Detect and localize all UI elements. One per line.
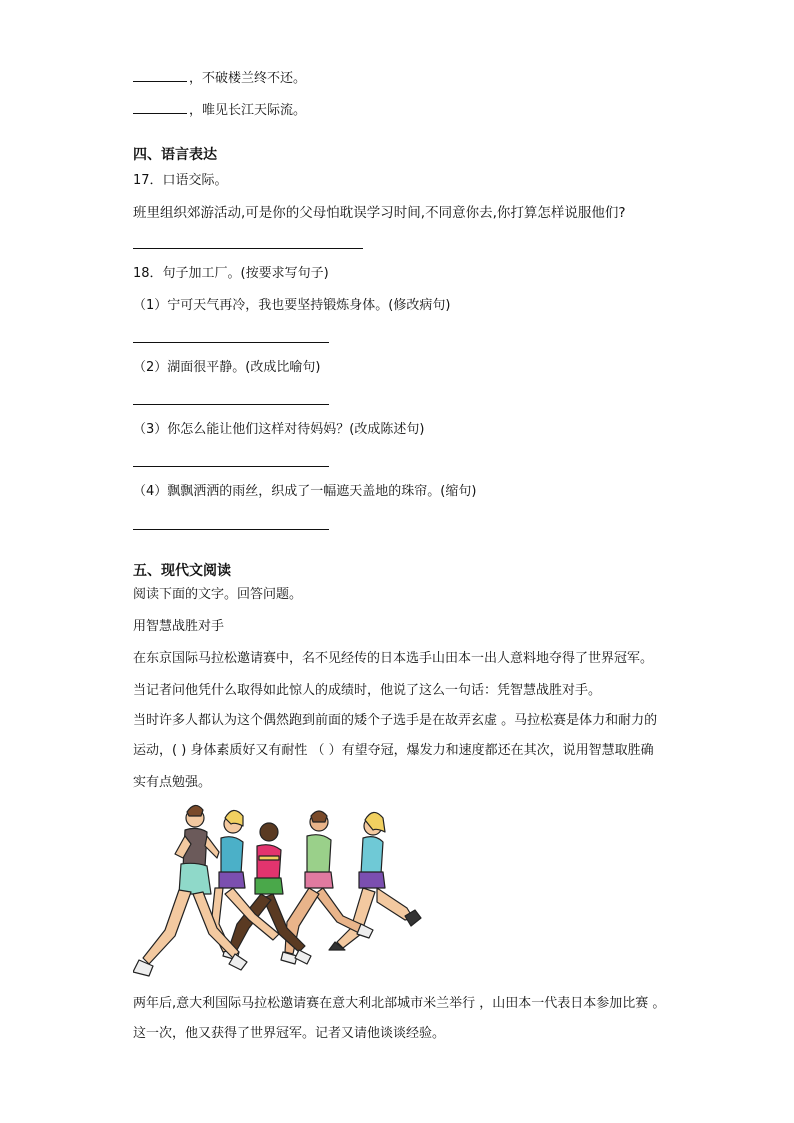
section-heading-language: 四、语言表达	[133, 147, 217, 163]
answer-line[interactable]	[133, 404, 329, 405]
article-paragraph-line: 实有点勉强。	[133, 775, 212, 790]
question-18-item-2: （2）湖面很平静。(改成比喻句)	[133, 360, 321, 375]
poem-line-2	[133, 101, 306, 119]
answer-line[interactable]	[133, 342, 329, 343]
poem-line-1	[133, 69, 306, 87]
article-paragraph-line: 在东京国际马拉松邀请赛中，名不见经传的日本选手山田本一出人意料地夺得了世界冠军。	[133, 651, 654, 666]
question-18-item-3: （3）你怎么能让他们这样对待妈妈？(改成陈述句)	[133, 422, 425, 437]
poem-text-2: ，唯见长江天际流。	[189, 103, 307, 118]
reading-instruction: 阅读下面的文字。回答问题。	[133, 587, 303, 602]
article-paragraph-line: 运动，( ) 身体素质好又有耐性 （ ）有望夺冠，爆发力和速度都还在其次，说用智慧取胜确	[133, 743, 654, 758]
article-paragraph-line: 两年后,意大利国际马拉松邀请赛在意大利北部城市米兰举行 ，山田本一代表日本参加比赛 。	[133, 996, 666, 1011]
answer-line[interactable]	[133, 529, 329, 530]
runner-figure	[329, 812, 421, 950]
question-18-item-4: （4）飘飘洒洒的雨丝，织成了一幅遮天盖地的珠帘。(缩句)	[133, 484, 477, 499]
poem-text-1: ，不破楼兰终不还。	[189, 71, 307, 86]
article-paragraph-line: 这一次，他又获得了世界冠军。记者又请他谈谈经验。	[133, 1026, 446, 1041]
article-title: 用智慧战胜对手	[133, 619, 225, 634]
question-17-text: 班里组织郊游活动,可是你的父母怕耽误学习时间,不同意你去,你打算怎样说服他们?	[133, 205, 626, 221]
answer-line[interactable]	[133, 466, 329, 467]
question-18-title: 18．句子加工厂。(按要求写句子)	[133, 266, 329, 281]
article-paragraph-line: 当记者问他凭什么取得如此惊人的成绩时，他说了这么一句话：凭智慧战胜对手。	[133, 683, 602, 698]
answer-line[interactable]	[133, 248, 363, 249]
article-paragraph-line: 当时许多人都认为这个偶然跑到前面的矮个子选手是在故弄玄虚 。马拉松赛是体力和耐力的	[133, 713, 658, 728]
answer-blank[interactable]	[133, 101, 187, 114]
question-18-item-1: （1）宁可天气再冷，我也要坚持锻炼身体。(修改病句)	[133, 298, 451, 313]
section-heading-reading: 五、现代文阅读	[133, 563, 231, 579]
answer-blank[interactable]	[133, 69, 187, 82]
question-17-title: 17．口语交际。	[133, 173, 228, 188]
marathon-runners-illustration	[133, 800, 425, 980]
